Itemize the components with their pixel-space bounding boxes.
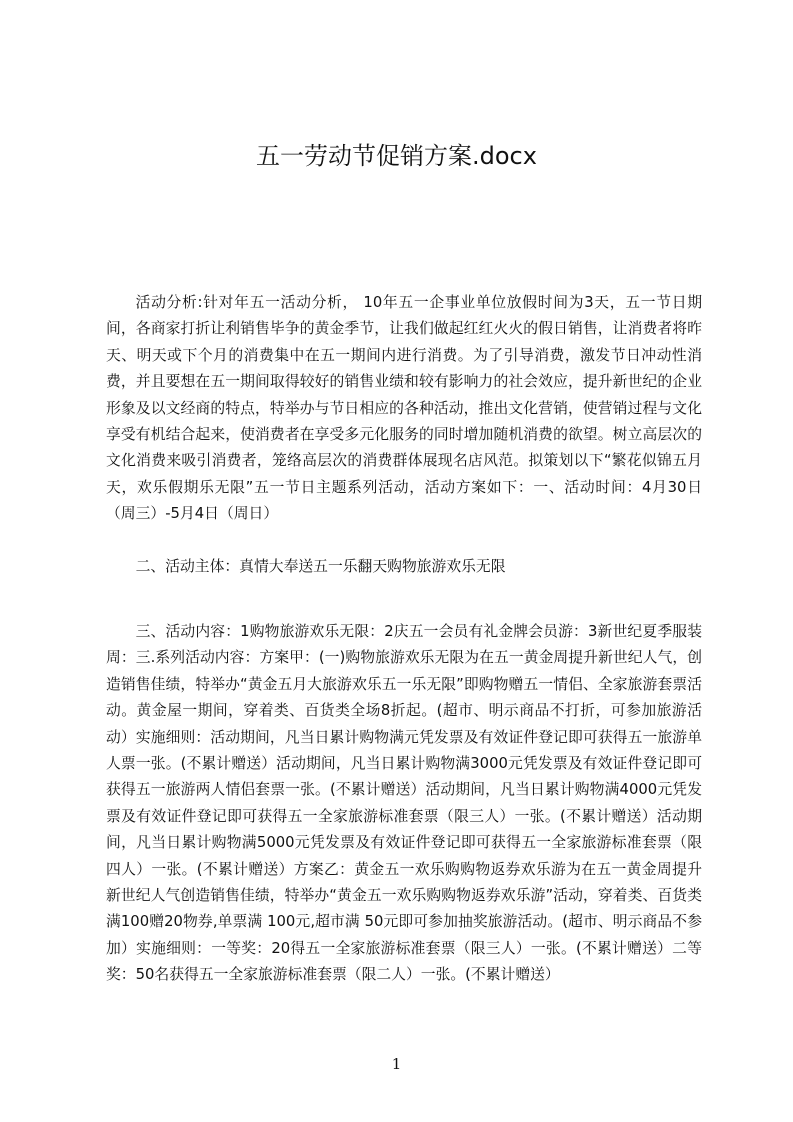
document-title: 五一劳动节促销方案.docx <box>256 142 537 170</box>
paragraph-activity-content: 三、活动内容：1购物旅游欢乐无限：2庆五一会员有礼金牌会员游：3新世纪夏季服装周：三.系列活动内容：方案甲：(一)购物旅游欢乐无限为在五一黄金周提升新世纪人气，创造销售佳绩，特举办“黄金五月大旅游欢乐五一乐无限”即购物赠五一情侣、全家旅游套票活动。黄金屋一期间，穿着类、百货类全场8折起。(超市、明示商品不打折，可参加旅游活动）实施细则：活动期间，凡当日累计购物满元凭发票及有效证件登记即可获得五一旅游单人票一张。(不累计赠送）活动期间，凡当日累计购物满3000元凭发票及有效证件登记即可获得五一旅游两人情侣套票一张。(不累计赠送）活动期间，凡当日累计购物满4000元凭发票及有效证件登记即可获得五一全家旅游标准套票（限三人）一张。(不累计赠送）活动期间，凡当日累计购物满5000元凭发票及有效证件登记即可获得五一全家旅游标准套票（限四人）一张。(不累计赠送）方案乙：黄金五一欢乐购购物返券欢乐游为在五一黄金周提升新世纪人气创造销售佳绩，特举办“黄金五一欢乐购购物返券欢乐游”活动，穿着类、百货类满100赠20物券,单票满 100元,超市满 50元即可参加抽奖旅游活动。(超市、明示商品不参加）实施细则：一等奖：20得五一全家旅游标准套票（限三人）一张。(不累计赠送）二等奖：50名获得五一全家旅游标准套票（限二人）一张。(不累计赠送） <box>106 623 702 984</box>
paragraph-activity-theme: 二、活动主体：真情大奉送五一乐翻天购物旅游欢乐无限 <box>135 558 506 575</box>
paragraph-activity-analysis: 活动分析:针对年五一活动分析， 10年五一企事业单位放假时间为3天，五一节日期间，各商家打折让利销售毕争的黄金季节，让我们做起红红火火的假日销售，让消费者将昨天、明天或下个月的消费集中在五一期间内进行消费。为了引导消费，激发节日冲动性消费，并且要想在五一期间取得较好的销售业绩和较有影响力的社会效应，提升新世纪的企业形象及以文经商的特点，特举办与节日相应的各种活动，推出文化营销，使营销过程与文化享受有机结合起来，使消费者在享受多元化服务的同时增加随机消费的欲望。树立高层次的文化消费来吸引消费者，笼络高层次的消费群体展现名店风范。拟策划以下“繁花似锦五月天，欢乐假期乐无限”五一节日主题系列活动，活动方案如下：一、活动时间：4月30日（周三）-5月4日（周日） <box>106 294 702 523</box>
page-number: 1 <box>391 1055 402 1073</box>
